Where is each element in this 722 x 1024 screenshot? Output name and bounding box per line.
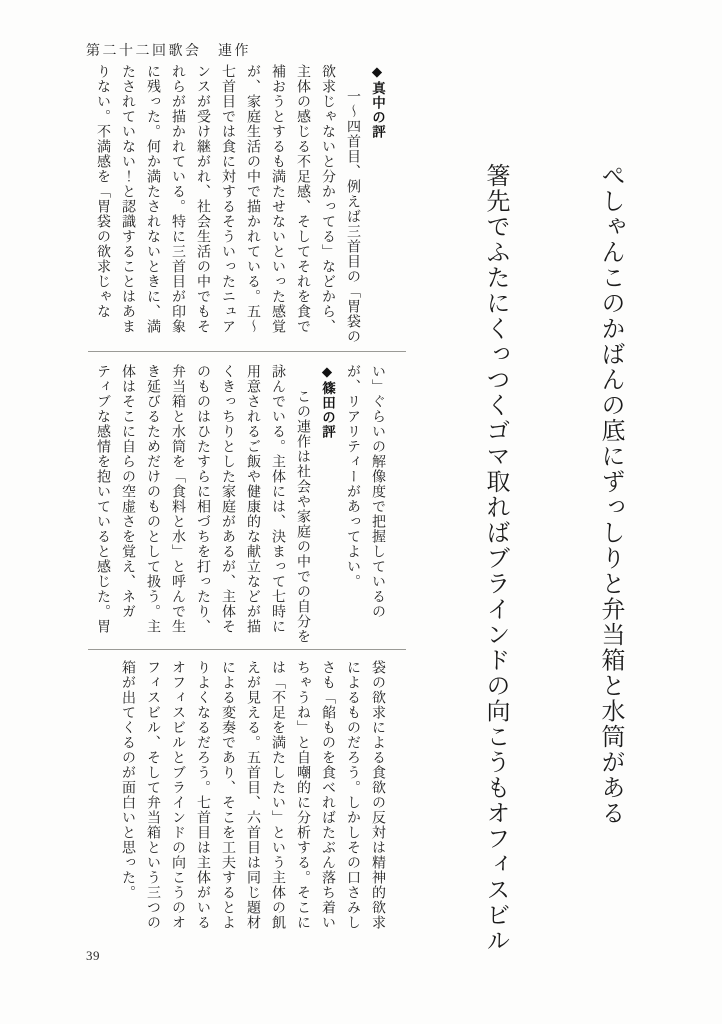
commentary-column: が、家庭生活の中で描かれている。五〜	[245, 64, 260, 334]
commentary-column: ちゃうね」と自嘲的に分析する。そこに	[295, 660, 310, 930]
page-number: 39	[86, 948, 100, 963]
commentary-column: 用意されるご飯や健康的な献立などが描	[245, 364, 260, 634]
commentary-column: き延びるためだけのものとして扱う。主	[145, 364, 160, 634]
commentary-column: りよくなるだろう。七首目は主体がいる	[195, 660, 210, 930]
commentary-column: たされていない！と認識することはあま	[120, 64, 135, 334]
commentary-heading-shinoda: ◆篠田の評	[320, 364, 335, 439]
commentary-column: のものはひたすらに相づちを打ったり、	[195, 364, 210, 634]
commentary-column: 詠んでいる。主体には、決まって七時に	[270, 364, 285, 634]
commentary-column: い」ぐらいの解像度で把握しているの	[370, 364, 385, 619]
commentary-column: この連作は社会や家庭の中での自分を	[295, 389, 310, 644]
commentary-column: 七首目では食に対するそういったニュア	[220, 64, 235, 334]
commentary-column: 補おうとするも満たせないといった感覚	[270, 64, 285, 334]
commentary-heading-manaka: ◆真中の評	[370, 64, 385, 139]
commentary-column: オフィスビルとブラインドの向こうのオ	[170, 660, 185, 930]
commentary-column: 箱が出てくるのが面白いと思った。	[120, 660, 135, 900]
commentary-column: えが見える。五首目、六首目は同じ題材	[245, 660, 260, 930]
section-divider-2	[88, 649, 406, 650]
commentary-column: ティブな感情を抱いていると感じた。胃	[95, 364, 110, 634]
commentary-block-shinoda	[90, 364, 390, 648]
section-divider-1	[88, 351, 406, 352]
commentary-column: さも「餡ものを食べればたぶん落ち着い	[320, 660, 335, 930]
commentary-column: に残った。何か満たされないときに、満	[145, 64, 160, 334]
commentary-block-manaka	[90, 64, 390, 348]
page-header: 第二十二回歌会 連作	[86, 42, 251, 58]
commentary-column: は「不足を満たしたい」という主体の飢	[270, 660, 285, 930]
commentary-column: 弁当箱と水筒を「食料と水」と呼んで生	[170, 364, 185, 634]
commentary-column: フィスビル、そして弁当箱という三つの	[145, 660, 160, 930]
commentary-column: れらが描かれている。特に三首目が印象	[170, 64, 185, 334]
commentary-column: 袋の欲求による食欲の反対は精神的欲求	[370, 660, 385, 930]
commentary-column: 一〜四首目、例えば三首目の「胃袋の	[345, 89, 360, 344]
commentary-column: 欲求じゃないと分かってる」などから、	[320, 64, 335, 334]
commentary-column: ンスが受け継がれ、社会生活の中でもそ	[195, 64, 210, 334]
commentary-column: が、リアリティーがあってよい。	[345, 364, 360, 589]
commentary-column: りない。不満感を「胃袋の欲求じゃな	[95, 64, 110, 319]
commentary-block-continued	[90, 660, 390, 944]
commentary-column: 体はそこに自らの空虚さを覚え、ネガ	[120, 364, 135, 619]
tanka-poem-1: ぺしゃんこのかばんの底にずっしりと弁当箱と水筒がある	[597, 163, 623, 826]
commentary-column: くきっちりとした家庭があるが、主体そ	[220, 364, 235, 634]
commentary-column: による変奏であり、そこを工夫するとよ	[220, 660, 235, 930]
commentary-column: によるものだろう。しかしその口さみし	[345, 660, 360, 930]
commentary-column: 主体の感じる不足感、そしてそれを食で	[295, 64, 310, 334]
tanka-poem-2: 箸先でふたにくっつくゴマ取ればブラインドの向こうもオフィスビル	[482, 163, 508, 954]
